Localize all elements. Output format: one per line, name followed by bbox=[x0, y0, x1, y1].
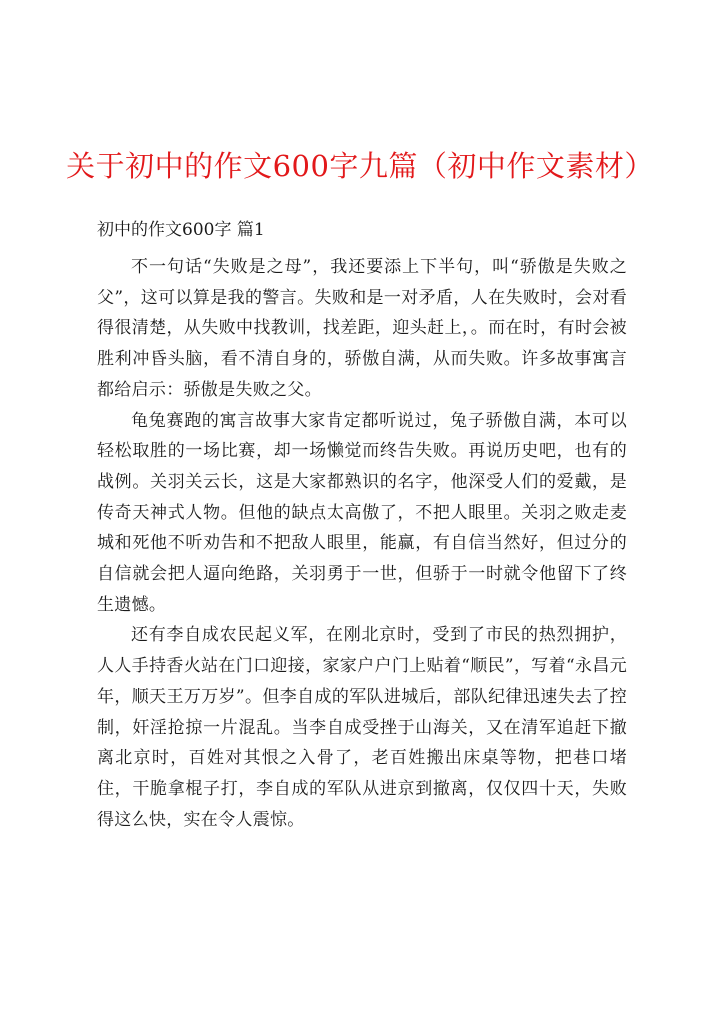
section-heading: 初中的作文600字 篇1 bbox=[97, 220, 265, 240]
paragraph-3: 还有李自成农民起义军，在刚北京时，受到了市民的热烈拥护，人人手持香火站在门口迎接，家家户户门上贴着“顺民”，写着“永昌元年，顺天王万万岁”。但李自成的军队进城后，部队纪律迅速失去了控制，奸淫抢掠一片混乱。当李自成受挫于山海关，又在清军追赶下撤离北京时，百姓对其恨之入骨了，老百姓搬出床桌等物，把巷口堵住，干脆拿棍子打，李自成的军队从进京到撤离，仅仅四十天，失败得这么快，实在令人震惊。 bbox=[97, 625, 627, 830]
paragraph-1: 不一句话“失败是之母”，我还要添上下半句，叫“骄傲是失败之父”，这可以算是我的警言。失败和是一对矛盾，人在失败时，会对看得很清楚，从失败中找教训，找差距，迎头赶上，。而在时，有时会被胜利冲昏头脑，看不清自身的，骄傲自满，从而失败。许多故事寓言都给启示：骄傲是失败之父。 bbox=[97, 257, 627, 400]
document-title: 关于初中的作文600字九篇（初中作文素材） bbox=[66, 149, 654, 183]
article-body bbox=[97, 252, 627, 835]
paragraph-2: 龟兔赛跑的寓言故事大家肯定都听说过，兔子骄傲自满，本可以轻松取胜的一场比赛，却一场懒觉而终告失败。再说历史吧，也有的战例。关羽关云长，这是大家都熟识的名字，他深受人们的爱戴，是传奇天神式人物。但他的缺点太高傲了，不把人眼里。关羽之败走麦城和死他不听劝告和不把敌人眼里，能赢，有自信当然好，但过分的自信就会把人逼向绝路，关羽勇于一世，但骄于一时就令他留下了终生遗憾。 bbox=[97, 410, 627, 615]
